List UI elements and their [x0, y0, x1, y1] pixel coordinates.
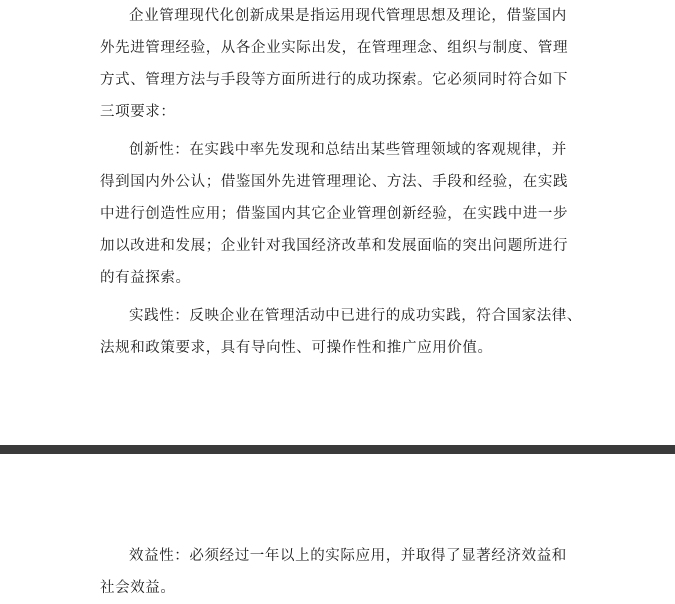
text-line: 中进行创造性应用；借鉴国内其它企业管理创新经验，在实践中进一步 [100, 206, 569, 222]
text-line: 外先进管理经验，从各企业实际出发，在管理理念、组织与制度、管理 [100, 40, 569, 56]
text-line: 社会效益。 [100, 580, 176, 596]
text-line: 法规和政策要求，具有导向性、可操作性和推广应用价值。 [100, 340, 493, 356]
text-line: 的有益探索。 [100, 270, 191, 286]
text-line: 三项要求： [100, 104, 176, 120]
text-line: 加以改进和发展；企业针对我国经济改革和发展面临的突出问题所进行 [100, 238, 569, 254]
page-body-text [100, 0, 600, 364]
text-line: 得到国内外公认；借鉴国外先进管理理论、方法、手段和经验，在实践 [100, 174, 569, 190]
text-line: 创新性：在实践中率先发现和总结出某些管理领域的客观规律，并 [129, 142, 567, 158]
benefit-paragraph [100, 540, 600, 604]
document-page-bottom [0, 454, 675, 603]
innovation-paragraph [100, 134, 600, 294]
text-line: 企业管理现代化创新成果是指运用现代管理思想及理论，借鉴国内 [129, 8, 567, 24]
text-line: 实践性：反映企业在管理活动中已进行的成功实践，符合国家法律、 [129, 308, 582, 324]
practice-paragraph [100, 300, 600, 364]
intro-paragraph [100, 0, 600, 128]
page-break-divider [0, 445, 675, 454]
page-body-text [100, 540, 600, 604]
text-line: 效益性：必须经过一年以上的实际应用，并取得了显著经济效益和 [129, 548, 567, 564]
text-line: 方式、管理方法与手段等方面所进行的成功探索。它必须同时符合如下 [100, 72, 569, 88]
